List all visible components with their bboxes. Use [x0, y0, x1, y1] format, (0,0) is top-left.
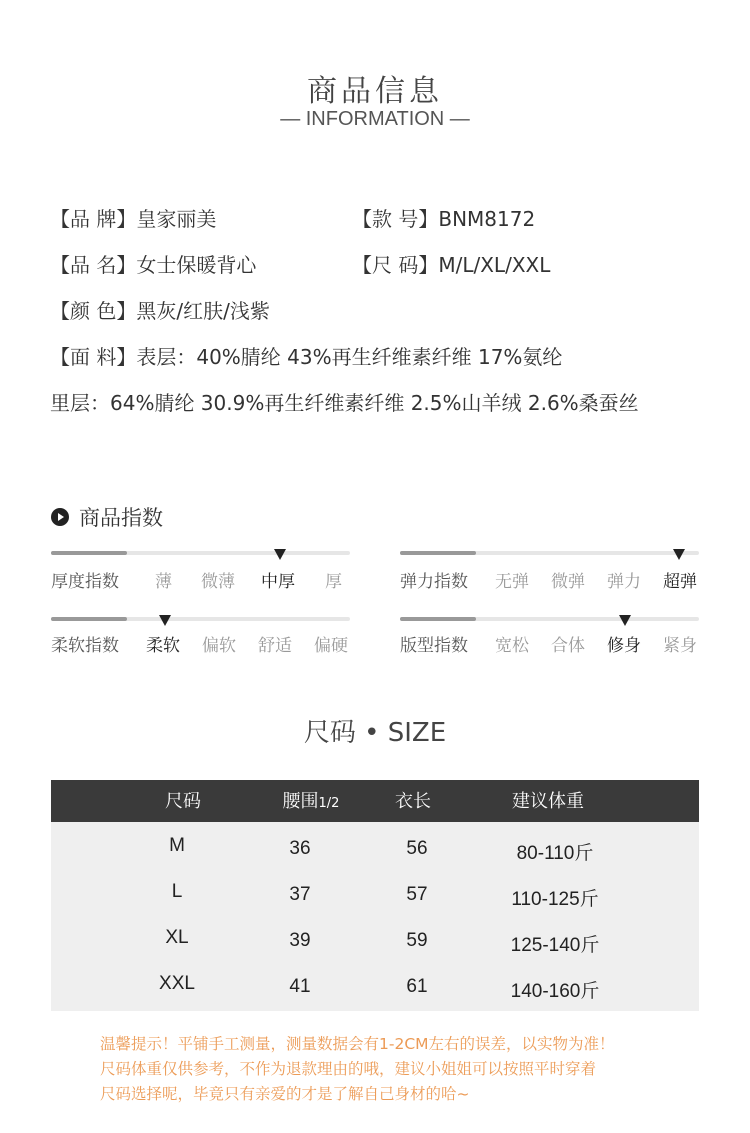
table-cell: 39	[289, 930, 311, 951]
table-cell: 56	[406, 838, 428, 859]
scale-option: 厚	[325, 572, 342, 592]
scale-fill	[51, 617, 127, 621]
scale-option-selected: 修身	[607, 636, 641, 656]
info-brand: 【品 牌】皇家丽美	[50, 207, 217, 231]
column-header: 尺码	[165, 791, 201, 812]
size-section-title: 尺码 • SIZE	[303, 718, 447, 748]
scale-label: 厚度指数	[51, 572, 119, 592]
note-line: 尺码体重仅供参考，不作为退款理由的哦，建议小姐姐可以按照平时穿着	[100, 1060, 597, 1078]
table-cell: 80-110斤	[516, 843, 594, 864]
index-title: 商品指数	[79, 506, 163, 530]
table-cell: 61	[406, 976, 428, 997]
table-cell: XL	[165, 927, 189, 948]
info-model: 【款 号】BNM8172	[352, 207, 536, 231]
table-cell: 110-125斤	[511, 889, 599, 910]
play-circle-icon	[51, 508, 69, 526]
scale-marker-icon	[274, 549, 286, 560]
scale-option-selected: 柔软	[146, 636, 180, 656]
scale-option: 弹力	[607, 572, 641, 592]
info-colors: 【颜 色】黑灰/红肤/浅紫	[50, 299, 270, 323]
index-heading	[51, 502, 163, 532]
table-cell: M	[169, 835, 185, 856]
scale-option: 偏硬	[314, 636, 348, 656]
info-name: 【品 名】女士保暖背心	[50, 253, 257, 277]
table-header	[51, 780, 699, 822]
table-cell: 140-160斤	[510, 981, 600, 1002]
note-line: 尺码选择呢，毕竟只有亲爱的才是了解自己身材的哈~	[100, 1085, 470, 1103]
scale-option: 微薄	[201, 572, 235, 592]
table-cell: L	[171, 881, 183, 902]
scale-option: 微弹	[551, 572, 585, 592]
softness-scale	[51, 617, 350, 677]
scale-marker-icon	[159, 615, 171, 626]
size-table	[51, 780, 699, 1011]
scale-option-selected: 超弹	[663, 572, 697, 592]
table-cell: 36	[289, 838, 311, 859]
table-cell: 59	[406, 930, 428, 951]
table-cell: XXL	[159, 973, 195, 994]
info-fabric-outer: 【面 料】表层：40%腈纶 43%再生纤维素纤维 17%氨纶	[50, 345, 563, 369]
table-cell: 125-140斤	[510, 935, 600, 956]
scale-marker-icon	[619, 615, 631, 626]
table-cell: 57	[406, 884, 428, 905]
scale-label: 柔软指数	[51, 636, 119, 656]
scale-track	[51, 617, 350, 621]
scale-track	[400, 617, 699, 621]
scale-fill	[51, 551, 127, 555]
scale-option: 无弹	[495, 572, 529, 592]
scale-option: 宽松	[495, 636, 529, 656]
scale-fill	[400, 617, 476, 621]
table-cell: 37	[289, 884, 311, 905]
scale-marker-icon	[673, 549, 685, 560]
page-subtitle: — INFORMATION —	[280, 108, 470, 130]
scale-label: 版型指数	[400, 636, 468, 656]
column-header: 建议体重	[512, 791, 584, 812]
scale-option-selected: 中厚	[261, 572, 295, 592]
scale-option: 薄	[155, 572, 172, 592]
page-title: 商品信息	[307, 74, 443, 109]
column-header: 衣长	[395, 791, 431, 812]
note-line: 温馨提示！平铺手工测量，测量数据会有1-2CM左右的误差，以实物为准！	[100, 1035, 615, 1053]
column-header: 腰围1/2	[282, 791, 340, 812]
scale-option: 舒适	[258, 636, 292, 656]
scale-option: 紧身	[663, 636, 697, 656]
scale-track	[400, 551, 699, 555]
table-cell: 41	[289, 976, 311, 997]
scale-option: 偏软	[202, 636, 236, 656]
fit-scale	[400, 617, 699, 677]
scale-fill	[400, 551, 476, 555]
info-fabric-inner: 里层：64%腈纶 30.9%再生纤维素纤维 2.5%山羊绒 2.6%桑蚕丝	[50, 391, 639, 415]
scale-label: 弹力指数	[400, 572, 468, 592]
scale-option: 合体	[551, 636, 585, 656]
elasticity-scale	[400, 551, 699, 611]
info-sizes: 【尺 码】M/L/XL/XXL	[352, 253, 551, 277]
thickness-scale	[51, 551, 350, 611]
scale-track	[51, 551, 350, 555]
